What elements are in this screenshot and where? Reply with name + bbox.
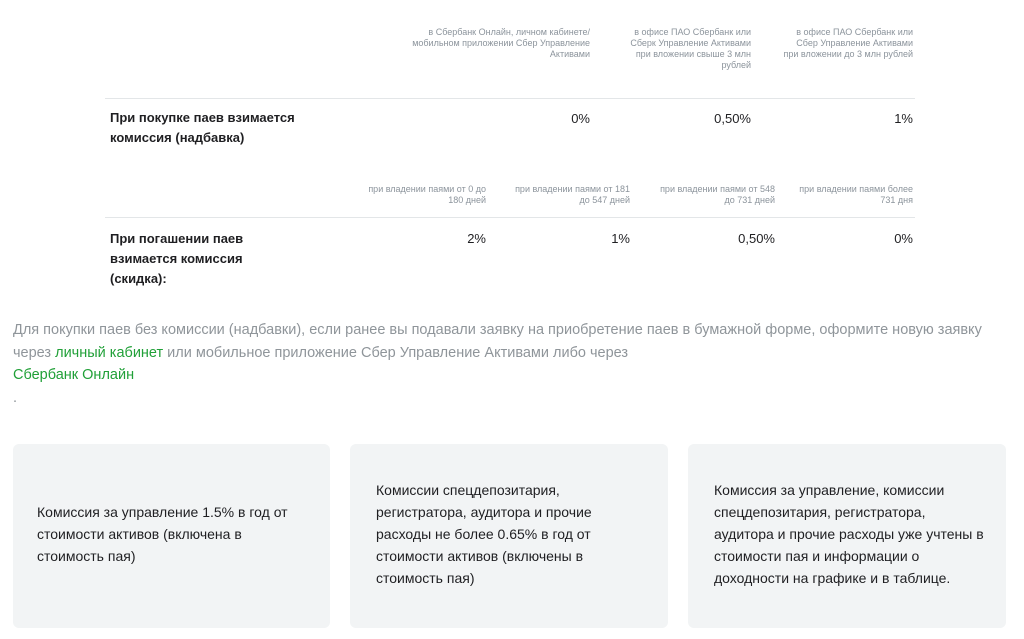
- sberbank-online-link[interactable]: Сбербанк Онлайн: [13, 367, 135, 383]
- redemption-fee-0-180-value: 2%: [467, 231, 486, 246]
- purchase-fee-office-under-3m-value: 1%: [894, 111, 913, 126]
- management-fee-card: [13, 444, 330, 628]
- column-header-0-180-days: при владении паями от 0 до 180 дней: [368, 184, 486, 205]
- note-period: .: [13, 389, 18, 406]
- table-divider: [105, 217, 915, 218]
- column-header-office-over-3m: в офисе ПАО Сбербанк или Сберк Управление Активами при вложении свыше 3 млн рублей: [630, 27, 751, 70]
- redemption-fee-548-731-value: 0,50%: [738, 231, 775, 246]
- redemption-fee-label: При погашении паев взимается комиссия (скидка):: [110, 231, 244, 286]
- fees-included-text: Комиссия за управление, комиссии спецдепозитария, регистратора, аудитора и прочие расходы уже учтены в стоимости пая и информации о доходности на графике и в таблице.: [714, 482, 984, 586]
- column-header-over-731-days: при владении паями более 731 дня: [799, 184, 913, 205]
- note-text: Для покупки паев без комиссии (надбавки), если ранее вы подавали заявку на приобретение паев в бумажной форме, оформите новую заявку через: [13, 322, 982, 361]
- note-text: или мобильное приложение Сбер Управление Активами либо через: [163, 344, 629, 361]
- depositary-fees-text: Комиссии спецдепозитария, регистратора, аудитора и прочие расходы не более 0.65% в год от стоимости активов (включены в стоимость пая): [376, 482, 592, 586]
- redemption-fee-181-547-value: 1%: [611, 231, 630, 246]
- depositary-fees-card: [350, 444, 668, 628]
- purchase-note: [13, 319, 1017, 409]
- column-header-office-under-3m: в офисе ПАО Сбербанк или Сбер Управление Активами при вложении до 3 млн рублей: [783, 27, 913, 59]
- personal-account-link[interactable]: личный кабинет: [55, 344, 164, 361]
- column-header-548-731-days: при владении паями от 548 до 731 дней: [660, 184, 775, 205]
- column-header-181-547-days: при владении паями от 181 до 547 дней: [515, 184, 630, 205]
- redemption-fee-over-731-value: 0%: [894, 231, 913, 246]
- purchase-fee-office-over-3m-value: 0,50%: [714, 111, 751, 126]
- fees-included-card: [688, 444, 1006, 628]
- column-header-online: в Сбербанк Онлайн, личном кабинете/мобильном приложении Сбер Управление Активами: [412, 27, 590, 59]
- purchase-fee-label: При покупке паев взимается комиссия (надбавка): [110, 110, 295, 145]
- purchase-fee-online-value: 0%: [571, 111, 590, 126]
- management-fee-text: Комиссия за управление 1.5% в год от стоимости активов (включена в стоимость пая): [37, 504, 288, 564]
- table-divider: [105, 98, 915, 99]
